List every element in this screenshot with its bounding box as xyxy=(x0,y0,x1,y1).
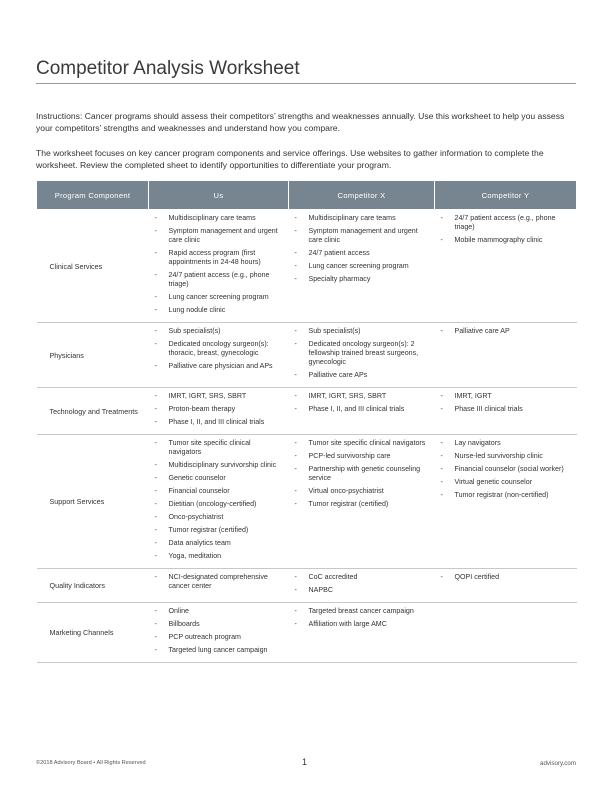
component-label: Clinical Services xyxy=(37,210,149,323)
list-item: - Financial counselor xyxy=(153,487,285,496)
bullet-list xyxy=(293,392,431,414)
list-item: - Lung nodule clinic xyxy=(153,306,285,315)
list-item: - Sub specialist(s) xyxy=(153,327,285,336)
bullet-list xyxy=(153,573,285,591)
list-item: - Mobile mammography clinic xyxy=(439,236,573,245)
us-cell xyxy=(149,388,289,435)
list-item: - PCP-led survivorship care xyxy=(293,452,431,461)
list-item: - Billboards xyxy=(153,620,285,629)
bullet-list xyxy=(293,327,431,380)
list-item: - Targeted lung cancer campaign xyxy=(153,646,285,655)
component-label: Physicians xyxy=(37,323,149,388)
bullet-list xyxy=(293,214,431,284)
list-item: - Rapid access program (first appointments in 24-48 hours) xyxy=(153,249,285,267)
list-item: - IMRT, IGRT, SRS, SBRT xyxy=(293,392,431,401)
list-item: - IMRT, IGRT xyxy=(439,392,573,401)
competitor-y-cell xyxy=(435,603,577,663)
list-item: - Yoga, meditation xyxy=(153,552,285,561)
us-cell xyxy=(149,435,289,569)
component-label: Marketing Channels xyxy=(37,603,149,663)
list-item: - Lung cancer screening program xyxy=(293,262,431,271)
list-item: - Palliative care AP xyxy=(439,327,573,336)
header-competitor-x: Competitor X xyxy=(289,181,435,210)
list-item: - Financial counselor (social worker) xyxy=(439,465,573,474)
list-item: - Tumor registrar (certified) xyxy=(293,500,431,509)
list-item: - Virtual genetic counselor xyxy=(439,478,573,487)
table-row xyxy=(37,323,577,388)
list-item: - Lay navigators xyxy=(439,439,573,448)
table-row xyxy=(37,388,577,435)
component-label: Quality Indicators xyxy=(37,569,149,603)
bullet-list xyxy=(439,392,573,414)
component-label: Support Services xyxy=(37,435,149,569)
list-item: - Dietitian (oncology-certified) xyxy=(153,500,285,509)
list-item: - Affiliation with large AMC xyxy=(293,620,431,629)
list-item: - CoC accredited xyxy=(293,573,431,582)
table-header-row xyxy=(37,181,577,210)
list-item: - Symptom management and urgent care clinic xyxy=(293,227,431,245)
list-item: - Targeted breast cancer campaign xyxy=(293,607,431,616)
list-item: - Tumor site specific clinical navigators xyxy=(153,439,285,457)
competitor-x-cell xyxy=(289,323,435,388)
competitor-table xyxy=(36,180,577,663)
list-item: - Multidisciplinary survivorship clinic xyxy=(153,461,285,470)
bullet-list xyxy=(293,439,431,509)
focus-text: The worksheet focuses on key cancer program components and service offerings. Use websites to gather information to complete the worksheet. Review the completed sheet to identify opportunities to differentiate your program. xyxy=(36,148,544,170)
list-item: - NCI-designated comprehensive cancer center xyxy=(153,573,285,591)
list-item: - Data analytics team xyxy=(153,539,285,548)
list-item: - Tumor registrar (certified) xyxy=(153,526,285,535)
list-item: - Virtual onco-psychiatrist xyxy=(293,487,431,496)
list-item: - Proton-beam therapy xyxy=(153,405,285,414)
list-item: - Onco-psychiatrist xyxy=(153,513,285,522)
list-item: - Tumor site specific clinical navigators xyxy=(293,439,431,448)
footer-copyright: ©2018 Advisory Board • All Rights Reserved xyxy=(36,760,146,766)
header-program-component: Program Component xyxy=(37,181,149,210)
us-cell xyxy=(149,323,289,388)
bullet-list xyxy=(293,573,431,595)
us-cell xyxy=(149,569,289,603)
bullet-list xyxy=(153,214,285,315)
list-item: - Sub specialist(s) xyxy=(293,327,431,336)
competitor-y-cell xyxy=(435,435,577,569)
instructions-text: Instructions: Cancer programs should assess their competitors’ strengths and weaknesses annually. Use this worksheet to help you assess your competitors’ strengths and weaknesses and understand how you compare. xyxy=(36,111,565,133)
competitor-x-cell xyxy=(289,603,435,663)
header-competitor-y: Competitor Y xyxy=(435,181,577,210)
list-item: - QOPI certified xyxy=(439,573,573,582)
list-item: - Tumor registrar (non-certified) xyxy=(439,491,573,500)
list-item: - 24/7 patient access xyxy=(293,249,431,258)
list-item: - Phase I, II, and III clinical trials xyxy=(153,418,285,427)
list-item: - IMRT, IGRT, SRS, SBRT xyxy=(153,392,285,401)
table-row xyxy=(37,210,577,323)
bullet-list xyxy=(153,392,285,427)
list-item: - 24/7 patient access (e.g., phone triage) xyxy=(439,214,573,232)
bullet-list xyxy=(153,327,285,371)
bullet-list xyxy=(153,607,285,655)
title-divider xyxy=(36,83,576,84)
competitor-y-cell xyxy=(435,323,577,388)
list-item: - Genetic counselor xyxy=(153,474,285,483)
header-us: Us xyxy=(149,181,289,210)
competitor-x-cell xyxy=(289,388,435,435)
table-row xyxy=(37,435,577,569)
bullet-list xyxy=(293,607,431,629)
list-item: - Palliative care APs xyxy=(293,371,431,380)
competitor-x-cell xyxy=(289,435,435,569)
list-item: - 24/7 patient access (e.g., phone triage) xyxy=(153,271,285,289)
competitor-y-cell xyxy=(435,569,577,603)
list-item: - Multidisciplinary care teams xyxy=(153,214,285,223)
list-item: - Partnership with genetic counseling service xyxy=(293,465,431,483)
list-item: - Multidisciplinary care teams xyxy=(293,214,431,223)
competitor-x-cell xyxy=(289,210,435,323)
bullet-list xyxy=(439,439,573,500)
list-item: - Nurse-led survivorship clinic xyxy=(439,452,573,461)
page-title: Competitor Analysis Worksheet xyxy=(36,58,300,79)
footer-site: advisory.com xyxy=(540,760,576,767)
bullet-list xyxy=(439,327,573,336)
list-item: - Online xyxy=(153,607,285,616)
table-row xyxy=(37,603,577,663)
bullet-list xyxy=(439,214,573,245)
us-cell xyxy=(149,210,289,323)
list-item: - Symptom management and urgent care clinic xyxy=(153,227,285,245)
list-item: - Lung cancer screening program xyxy=(153,293,285,302)
competitor-x-cell xyxy=(289,569,435,603)
table-row xyxy=(37,569,577,603)
list-item: - Phase III clinical trials xyxy=(439,405,573,414)
list-item: - Phase I, II, and III clinical trials xyxy=(293,405,431,414)
competitor-y-cell xyxy=(435,210,577,323)
us-cell xyxy=(149,603,289,663)
list-item: - Dedicated oncology surgeon(s): thoracic, breast, gynecologic xyxy=(153,340,285,358)
list-item: - NAPBC xyxy=(293,586,431,595)
list-item: - Specialty pharmacy xyxy=(293,275,431,284)
competitor-y-cell xyxy=(435,388,577,435)
footer-page-number: 1 xyxy=(302,757,308,767)
list-item: - Dedicated oncology surgeon(s): 2 fellowship trained breast surgeons, gynecologic xyxy=(293,340,431,367)
list-item: - PCP outreach program xyxy=(153,633,285,642)
bullet-list xyxy=(153,439,285,561)
bullet-list xyxy=(439,573,573,582)
component-label: Technology and Treatments xyxy=(37,388,149,435)
list-item: - Palliative care physician and APs xyxy=(153,362,285,371)
